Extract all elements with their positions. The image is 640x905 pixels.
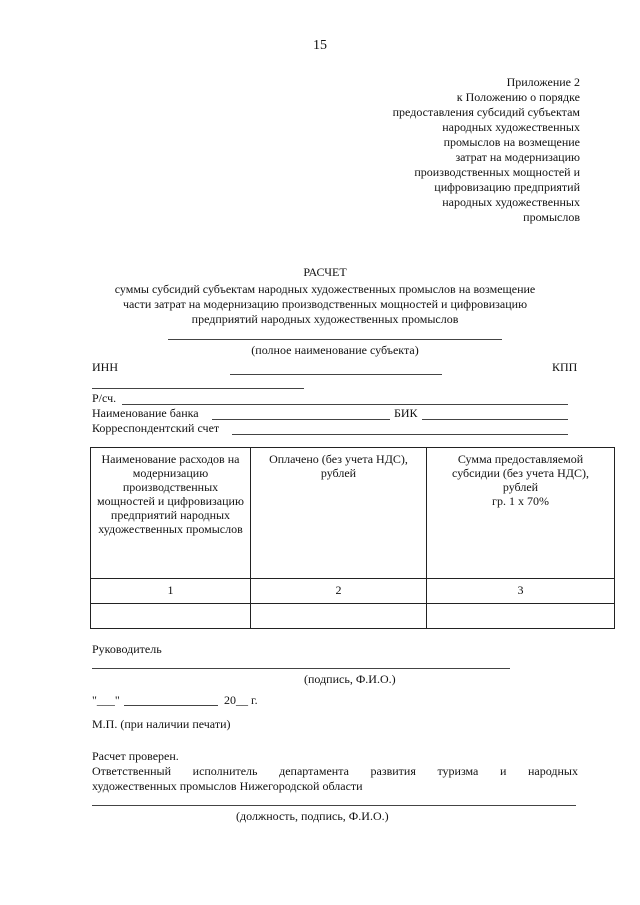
document-title: РАСЧЕТ	[303, 265, 347, 279]
account-label: Р/сч.	[92, 391, 117, 405]
document-subtitle	[60, 282, 590, 327]
appendix-line: затрат на модернизацию	[455, 150, 580, 164]
subtitle-line: предприятий народных художественных промыслов	[191, 312, 459, 326]
date-open: "___"	[92, 693, 120, 707]
word: туризма	[437, 764, 479, 778]
inn-line[interactable]	[230, 374, 442, 375]
column-number: 3	[427, 579, 615, 604]
bik-line[interactable]	[422, 419, 568, 420]
appendix-note	[340, 75, 580, 225]
inn-label: ИНН	[92, 360, 118, 374]
word: Ответственный	[92, 764, 172, 778]
page-number: 15	[313, 38, 327, 53]
word: департамента	[279, 764, 349, 778]
column-number: 2	[251, 579, 427, 604]
appendix-line: промыслов на возмещение	[443, 135, 580, 149]
account-line[interactable]	[122, 404, 568, 405]
word: развития	[370, 764, 416, 778]
head-label: Руководитель	[92, 642, 162, 656]
stamp-note: М.П. (при наличии печати)	[92, 717, 231, 731]
header-expense-name: Наименование расходов на модернизацию производственных мощностей и цифровизацию предприятий народных художественных промыслов	[91, 448, 251, 579]
subject-caption: (полное наименование субъекта)	[251, 343, 419, 357]
header-subsidy-line: Сумма предоставляемой	[457, 452, 584, 466]
subtitle-line: части затрат на модернизацию производственных мощностей и цифровизацию	[122, 297, 528, 311]
appendix-line: к Положению о порядке	[456, 90, 580, 104]
corr-account-label: Корреспондентский счет	[92, 421, 220, 435]
header-subsidy-line: гр. 1 х 70%	[492, 494, 549, 508]
date-month-line[interactable]	[124, 705, 218, 706]
responsible-line-2: художественных промыслов Нижегородской области	[92, 779, 363, 793]
appendix-line: предоставления субсидий субъектам	[392, 105, 580, 119]
appendix-line: цифровизацию предприятий	[434, 180, 580, 194]
checked-label: Расчет проверен.	[92, 749, 179, 763]
table-number-row	[91, 579, 615, 604]
table-row[interactable]	[91, 604, 615, 629]
table-cell[interactable]	[91, 604, 251, 629]
verifier-signature-line[interactable]	[92, 805, 576, 806]
appendix-line: промыслов	[523, 210, 580, 224]
sign-caption: (подпись, Ф.И.О.)	[304, 672, 396, 686]
header-paid: Оплачено (без учета НДС), рублей	[251, 448, 427, 579]
table-cell[interactable]	[427, 604, 615, 629]
appendix-line: Приложение 2	[506, 75, 580, 89]
header-subsidy-line: рублей	[502, 480, 539, 494]
calculation-table	[90, 447, 615, 629]
table-cell[interactable]	[251, 604, 427, 629]
bank-name-label: Наименование банка	[92, 406, 199, 420]
corr-account-line[interactable]	[232, 434, 568, 435]
responsible-line	[92, 764, 578, 779]
verifier-caption: (должность, подпись, Ф.И.О.)	[236, 809, 389, 823]
appendix-line: производственных мощностей и	[414, 165, 580, 179]
word: народных	[527, 764, 578, 778]
header-subsidy-line: субсидии (без учета НДС),	[452, 466, 589, 480]
appendix-line: народных художественных	[442, 195, 580, 209]
kpp-label: КПП	[552, 360, 578, 374]
header-subsidy	[427, 448, 615, 579]
kpp-line[interactable]	[92, 388, 304, 389]
table-header-row	[91, 448, 615, 579]
bik-label: БИК	[394, 406, 418, 420]
date-year: 20__ г.	[224, 693, 258, 707]
word: и	[499, 764, 507, 778]
column-number: 1	[91, 579, 251, 604]
subject-name-line[interactable]	[168, 339, 502, 340]
appendix-line: народных художественных	[442, 120, 580, 134]
word: исполнитель	[192, 764, 258, 778]
head-signature-line[interactable]	[92, 668, 510, 669]
bank-name-line[interactable]	[212, 419, 390, 420]
subtitle-line: суммы субсидий субъектам народных художественных промыслов на возмещение	[114, 282, 536, 296]
